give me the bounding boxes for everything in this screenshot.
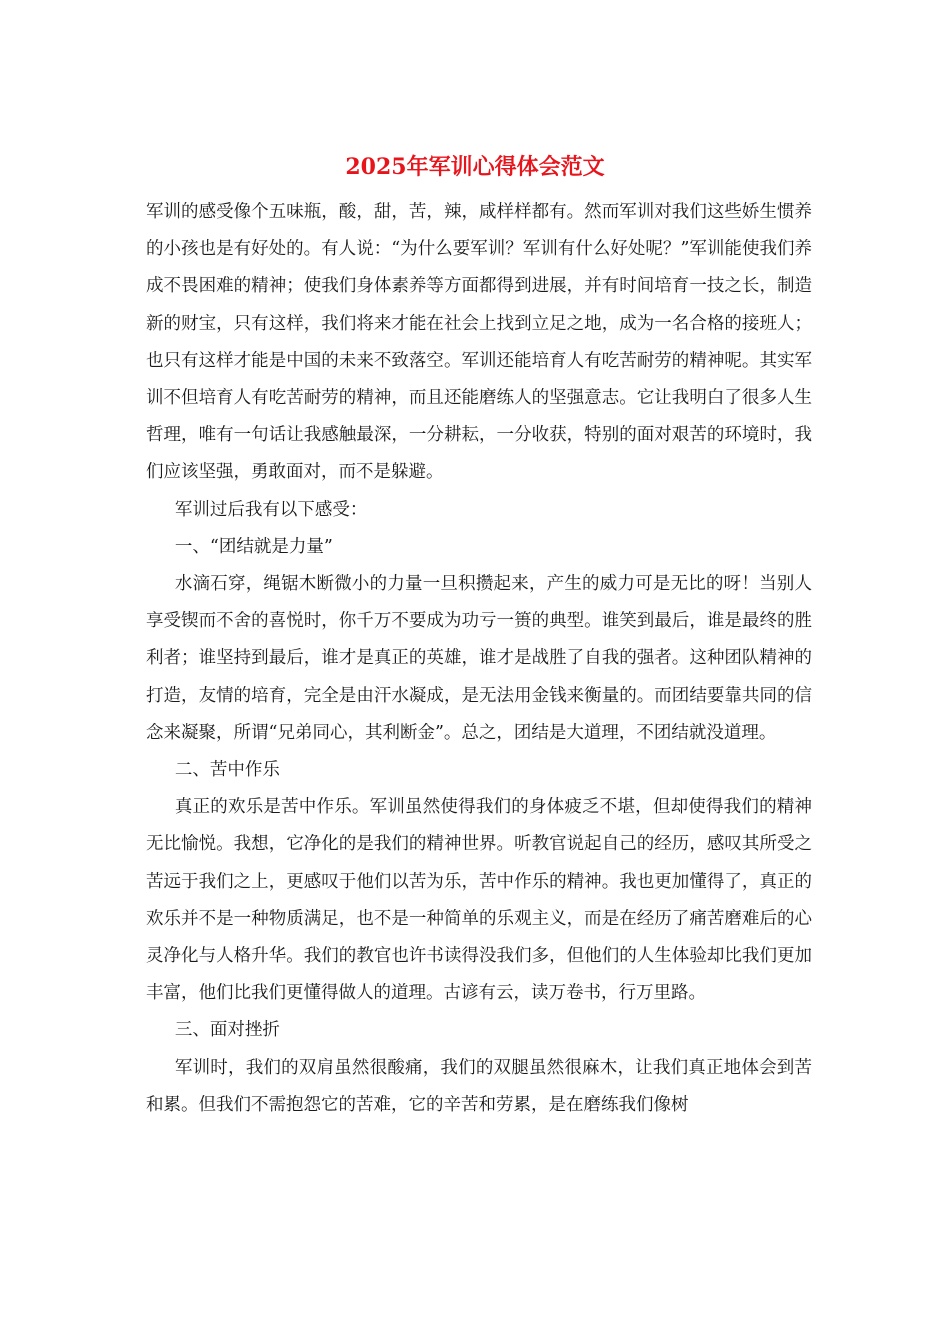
paragraph-joy-in-hardship: 真正的欢乐是苦中作乐。军训虽然使得我们的身体疲乏不堪，但却使得我们的精神无比愉悦。我想，它净化的是我们的精神世界。听教官说起自己的经历，感叹其所受之苦远于我们之上，更感叹于他们以苦为乐，苦中作乐的精神。我也更加懂得了，真正的欢乐并不是一种物质满足，也不是一种简单的乐观主义，而是在经历了痛苦磨难后的心灵净化与人格升华。我们的教官也许书读得没我们多，但他们的人生体验却比我们更加丰富，他们比我们更懂得做人的道理。古谚有云，读万卷书，行万里路。	[146, 797, 812, 1004]
document-title: 2025年军训心得体会范文	[345, 154, 605, 180]
paragraph-feelings-lead: 军训过后我有以下感受：	[174, 499, 368, 520]
paragraph-intro: 军训的感受像个五味瓶，酸，甜，苦，辣，咸样样都有。然而军训对我们这些娇生惯养的小孩也是有好处的。有人说：“为什么要军训？军训有什么好处呢？”军训能使我们养成不畏困难的精神；使我们身体素养等方面都得到进展，并有时间培育一技之长，制造新的财宝，只有这样，我们将来才能在社会上找到立足之地，成为一名合格的接班人；也只有这样才能是中国的未来不致落空。军训还能培育人有吃苦耐劳的精神呢。其实军训不但培育人有吃苦耐劳的精神，而且还能磨练人的坚强意志。它让我明白了很多人生哲理，唯有一句话让我感触最深，一分耕耘，一分收获，特别的面对艰苦的环境时，我们应该坚强，勇敢面对，而不是躲避。	[146, 202, 812, 483]
section-heading-facing-setbacks: 三、面对挫折	[174, 1020, 280, 1041]
paragraph-unity: 水滴石穿，绳锯木断微小的力量一旦积攒起来，产生的威力可是无比的呀！当别人享受锲而不舍的喜悦时，你千万不要成为功亏一篑的典型。谁笑到最后，谁是最终的胜利者；谁坚持到最后，谁才是真正的英雄，谁才是战胜了自我的强者。这种团队精神的打造，友情的培育，完全是由汗水凝成，是无法用金钱来衡量的。而团结要靠共同的信念来凝聚，所谓“兄弟同心，其利断金”。总之，团结是大道理，不团结就没道理。	[146, 574, 812, 743]
section-heading-unity: 一、“团结就是力量”	[174, 536, 333, 557]
paragraph-facing-setbacks: 军训时，我们的双肩虽然很酸痛，我们的双腿虽然很麻木，让我们真正地体会到苦和累。但我们不需抱怨它的苦难，它的辛苦和劳累，是在磨练我们像树	[146, 1057, 812, 1115]
section-heading-joy-in-hardship: 二、苦中作乐	[174, 760, 280, 781]
document-body	[146, 194, 812, 1124]
